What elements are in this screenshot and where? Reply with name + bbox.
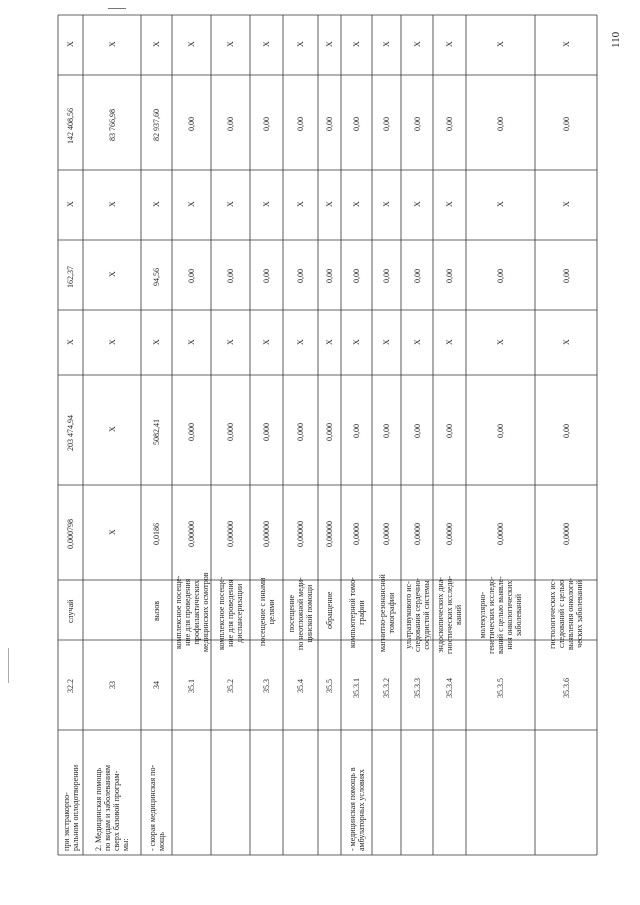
cell-pp5: X — [226, 41, 235, 48]
cell-unit: случай — [66, 599, 75, 623]
cell-num: 35.2 — [226, 679, 235, 694]
cell-num: 34 — [152, 681, 161, 690]
cell-norm: 0,00000 — [325, 521, 334, 548]
cell-pp2: X — [107, 271, 117, 278]
cell-unit: посещение по неотложной меди- цинской помощи — [287, 577, 314, 650]
cell-num: 35.3.5 — [496, 677, 505, 698]
cell-pp4: 0,00 — [412, 116, 422, 131]
cell-num: 35.3.3 — [412, 677, 422, 698]
cell-cost: 203 474,94 — [66, 415, 75, 451]
cell-cost: 0,000 — [187, 422, 196, 441]
cell-unit: магнитно-резонансной томографии — [377, 574, 396, 652]
cell-pp1: X — [325, 338, 334, 345]
cell-num: 35.3.6 — [561, 677, 571, 698]
cell-cost: 0,00 — [382, 424, 391, 439]
cell-pp3: X — [445, 201, 454, 208]
cell-pp2: 0,00 — [226, 269, 235, 284]
cell-pp5: X — [352, 41, 361, 48]
cell-pp2: 0,00 — [561, 269, 571, 284]
cell-pp3: X — [226, 201, 235, 208]
cell-norm: 0,0000 — [496, 523, 505, 546]
cell-cost: 0,000 — [226, 422, 235, 441]
cell-pp2: 0,00 — [352, 269, 361, 284]
cell-cost: 5082,41 — [152, 418, 161, 445]
cell-pp4: 0,00 — [382, 116, 391, 131]
cell-pp5: X — [296, 41, 305, 48]
cell-pp2: 0,00 — [296, 269, 305, 284]
cell-pp2: 0,00 — [382, 269, 391, 284]
cell-pp5: X — [107, 41, 117, 48]
cell-pp2: 0,00 — [262, 269, 271, 284]
cell-pp3: X — [496, 201, 505, 208]
cell-norm: 0,00000 — [296, 521, 305, 548]
cell-pp4: 0,00 — [296, 116, 305, 131]
cell-pp1: X — [152, 338, 161, 345]
cell-num: 35.3.1 — [352, 677, 361, 698]
cell-pp5: X — [187, 41, 196, 48]
cell-pp3: X — [107, 201, 117, 208]
cell-norm: 0,00000 — [226, 521, 235, 548]
cell-pp5: X — [66, 41, 75, 48]
cell-label: - скорая медицинская по- мощь — [147, 764, 166, 851]
cell-pp5: X — [262, 41, 271, 48]
cell-norm: X — [107, 528, 117, 535]
cell-pp1: X — [296, 338, 305, 345]
cell-norm: 0,00000 — [262, 521, 271, 548]
cell-unit: вызов — [152, 600, 161, 621]
cell-unit: посещение с иными целями — [257, 577, 276, 646]
cell-label: 2. Медицинская помощь по видам и заболеваниям сверх базовой програм- мы: — [94, 764, 130, 851]
cell-pp3: X — [561, 201, 571, 208]
cell-pp2: 0,00 — [187, 269, 196, 284]
cell-pp2: 0,00 — [496, 269, 505, 284]
cell-norm: 0,000798 — [66, 519, 75, 550]
cell-norm: 0,0000 — [445, 523, 454, 546]
cell-cost: 0,000 — [296, 422, 305, 441]
cell-pp3: X — [152, 201, 161, 208]
cell-pp2: 0,00 — [325, 269, 334, 284]
cell-pp1: X — [66, 338, 75, 345]
cell-pp4: 0,00 — [262, 116, 271, 131]
cell-pp4: 0,00 — [561, 116, 571, 131]
cell-norm: 0,0000 — [561, 523, 571, 546]
cell-cost: 0,00 — [561, 424, 571, 439]
cell-pp1: X — [445, 338, 454, 345]
cell-pp3: X — [412, 201, 422, 208]
cell-pp1: X — [382, 338, 391, 345]
cell-pp4: 0,00 — [445, 116, 454, 131]
cell-pp1: X — [107, 338, 117, 345]
cell-pp1: X — [226, 338, 235, 345]
cell-label: при экстракорпо- ральном оплодотворении — [61, 764, 80, 851]
cell-unit: компьютерной томо- графии — [347, 577, 366, 648]
cell-cost: 0,00 — [496, 424, 505, 439]
cell-cost: 0,000 — [262, 422, 271, 441]
cell-pp3: X — [296, 201, 305, 208]
cell-num: 35.3 — [262, 679, 271, 694]
cell-pp3: X — [262, 201, 271, 208]
cell-pp4: 0,00 — [187, 116, 196, 131]
cell-unit: ультразвукового ис- следования сердечно- сосудистой системы — [403, 577, 431, 652]
cell-pp4: 82 937,60 — [152, 109, 161, 142]
cell-unit: молекулярно- генетических исследо- ваний с целью выявле- ния онкологических заболеваний — [478, 576, 523, 655]
cell-unit: обращение — [325, 591, 334, 629]
cell-num: 35.3.4 — [445, 677, 454, 698]
cell-pp4: 0,00 — [496, 116, 505, 131]
cell-pp1: X — [262, 338, 271, 345]
cell-num: 33 — [107, 681, 117, 690]
cell-unit: комплексное посеще- ние для проведения профилактических медицинских осмотров — [173, 572, 210, 652]
cell-num: 35.3.2 — [382, 677, 391, 698]
cell-pp4: 0,00 — [226, 116, 235, 131]
cell-label: - медицинская помощь в амбулаторных условиях — [347, 767, 366, 851]
cell-pp5: X — [152, 41, 161, 48]
cell-num: 35.4 — [296, 679, 305, 694]
cell-unit: эндоскопических диа- гностических исследо- ваний — [436, 575, 463, 655]
cell-pp3: X — [382, 201, 391, 208]
cell-num: 35.5 — [325, 679, 334, 694]
cell-pp5: X — [496, 41, 505, 48]
cell-pp5: X — [382, 41, 391, 48]
cell-cost: 0,00 — [445, 424, 454, 439]
cell-pp1: X — [496, 338, 505, 345]
cell-norm: 0,0000 — [352, 523, 361, 546]
cell-cost: 0,000 — [325, 422, 334, 441]
cell-num: 35.1 — [187, 679, 196, 694]
cell-unit: гистологических ис- следований с целью выявления онкологи- ческих заболеваний — [548, 577, 584, 650]
cell-unit: комплексное посеще- ние для проведения диспансеризации — [217, 576, 244, 650]
cell-pp5: X — [325, 41, 334, 48]
cell-pp5: X — [412, 41, 422, 48]
cell-pp1: X — [561, 338, 571, 345]
cell-pp4: 83 766,98 — [107, 109, 117, 142]
cell-pp1: X — [352, 338, 361, 345]
cell-pp3: X — [325, 201, 334, 208]
cell-pp2: 94,56 — [152, 267, 161, 286]
cell-pp5: X — [445, 41, 454, 48]
cell-cost: 0,00 — [412, 424, 422, 439]
cell-norm: 0,00000 — [187, 521, 196, 548]
cell-pp2: 162,37 — [66, 265, 75, 288]
cell-pp3: X — [352, 201, 361, 208]
cell-pp4: 0,00 — [352, 116, 361, 131]
cell-pp5: X — [561, 41, 571, 48]
cell-pp2: 0,00 — [445, 269, 454, 284]
cell-pp1: X — [187, 338, 196, 345]
cell-cost: 0,00 — [352, 424, 361, 439]
cell-cost: X — [107, 426, 117, 433]
cell-norm: 0,0000 — [412, 523, 422, 546]
cell-pp1: X — [412, 338, 422, 345]
cell-num: 32.2 — [66, 679, 75, 694]
cell-pp4: 142 408,56 — [66, 107, 75, 144]
cell-pp3: X — [66, 201, 75, 208]
page-number: 110 — [610, 31, 622, 48]
cell-norm: 0,0186 — [152, 523, 161, 546]
cell-norm: 0,0000 — [382, 523, 391, 546]
cell-pp3: X — [187, 201, 196, 208]
cell-pp2: 0,00 — [412, 269, 422, 284]
cell-pp4: 0,00 — [325, 116, 334, 131]
